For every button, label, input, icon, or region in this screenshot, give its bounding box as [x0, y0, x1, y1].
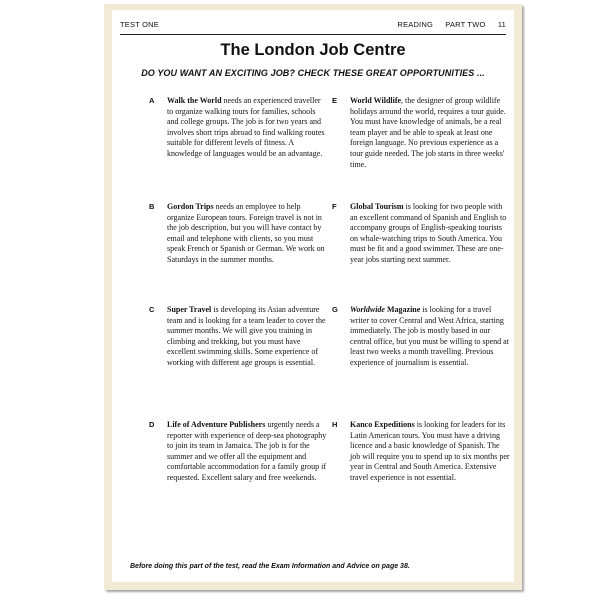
- ad-text: [350, 202, 510, 266]
- company-name: Walk the World: [167, 96, 222, 105]
- ad-description: needs an employee to help organize European tours. Foreign travel is not in the job description, but you will have contact by email and telephone with clients, so you must speak French or Spanish or German. We work on Saturdays in the summer months.: [167, 202, 325, 264]
- company-name: Super Travel: [167, 305, 212, 314]
- ad-text: [167, 420, 327, 484]
- ad-letter: B: [149, 202, 155, 211]
- ad-description: urgently needs a reporter with experience of deep-sea photography to join its team in Jamaica. The job is for the summer and we offer all the equipment and comfortable accommodation for a family group if requested. Excellent salary and free weekends.: [167, 420, 327, 482]
- company-name: Life of Adventure Publishers: [167, 420, 266, 429]
- company-name: Kanco Expeditions: [350, 420, 415, 429]
- ad-description: is looking for two people with an excellent command of Spanish and English to accompany groups of English-speaking tourists on whale-watching trips to South America. You must be fit and a good swimmer. These are one-year jobs starting next summer.: [350, 202, 507, 264]
- ad-description: is developing its Asian adventure team and is looking for a team leader to cover the summer months. We will give you training in climbing and trekking, but you must have excellent swimming skills. Some experience of working with different age groups is essential.: [167, 305, 326, 367]
- header-rule: [120, 34, 506, 35]
- ad-text: [350, 96, 510, 170]
- ad-text: [167, 305, 327, 369]
- job-ad-d: [149, 420, 327, 484]
- ad-letter: H: [332, 420, 338, 429]
- job-ad-c: [149, 305, 327, 369]
- ad-text: [350, 420, 510, 484]
- ad-letter: C: [149, 305, 155, 314]
- ad-letter: F: [332, 202, 337, 211]
- company-name-suffix: Magazine: [384, 305, 421, 314]
- exam-advice-note: Before doing this part of the test, read the Exam Information and Advice on page 38.: [130, 563, 410, 570]
- ad-letter: E: [332, 96, 338, 105]
- company-name: Global Tourism: [350, 202, 404, 211]
- ad-text: [167, 96, 327, 160]
- job-ad-b: [149, 202, 327, 266]
- test-label: TEST ONE: [120, 20, 159, 29]
- page-header: [120, 20, 506, 32]
- part-label: PART TWO: [445, 20, 486, 29]
- job-ad-g: [332, 305, 510, 369]
- company-name: Gordon Trips: [167, 202, 214, 211]
- ad-letter: D: [149, 420, 155, 429]
- page-number: 11: [497, 20, 506, 29]
- section-info: [387, 20, 506, 29]
- company-name: Worldwide: [350, 305, 385, 314]
- job-ad-e: [332, 96, 510, 170]
- ad-description: , the designer of group wildlife holidays around the world, requires a tour guide. You must have knowledge of animals, be a real team player and be able to speak at least one foreign language. No previous experience as a tour guide needed. The job starts in three weeks' time.: [350, 96, 506, 169]
- page-subtitle: DO YOU WANT AN EXCITING JOB? CHECK THESE GREAT OPPORTUNITIES ...: [141, 68, 485, 78]
- ad-description: is looking for a travel writer to cover Central and West Africa, starting immediately. The job is mostly based in our central office, but you must be willing to spend at least two weeks a month travelling. Previous experience of journalism is essential.: [350, 305, 509, 367]
- company-name: World Wildlife: [350, 96, 402, 105]
- section-label: READING: [397, 20, 433, 29]
- ad-description: needs an experienced traveller to organize walking tours for families, schools and college groups. The job is for two years and involves short trips abroad to find walking routes suitable for different levels of fitness. A knowledge of languages would be an advantage.: [167, 96, 325, 158]
- ad-text: [167, 202, 327, 266]
- job-ad-h: [332, 420, 510, 484]
- ad-description: is looking for leaders for its Latin American tours. You must have a driving licence and a basic knowledge of Spanish. The job will require you to spend up to six months per year in Central and South America. Extensive travel experience is not essential.: [350, 420, 510, 482]
- job-ad-a: [149, 96, 327, 160]
- ad-letter: A: [149, 96, 155, 105]
- ad-letter: G: [332, 305, 338, 314]
- document-page: [112, 10, 514, 582]
- ad-text: [350, 305, 510, 369]
- page-title: The London Job Centre: [220, 41, 406, 59]
- job-ad-f: [332, 202, 510, 266]
